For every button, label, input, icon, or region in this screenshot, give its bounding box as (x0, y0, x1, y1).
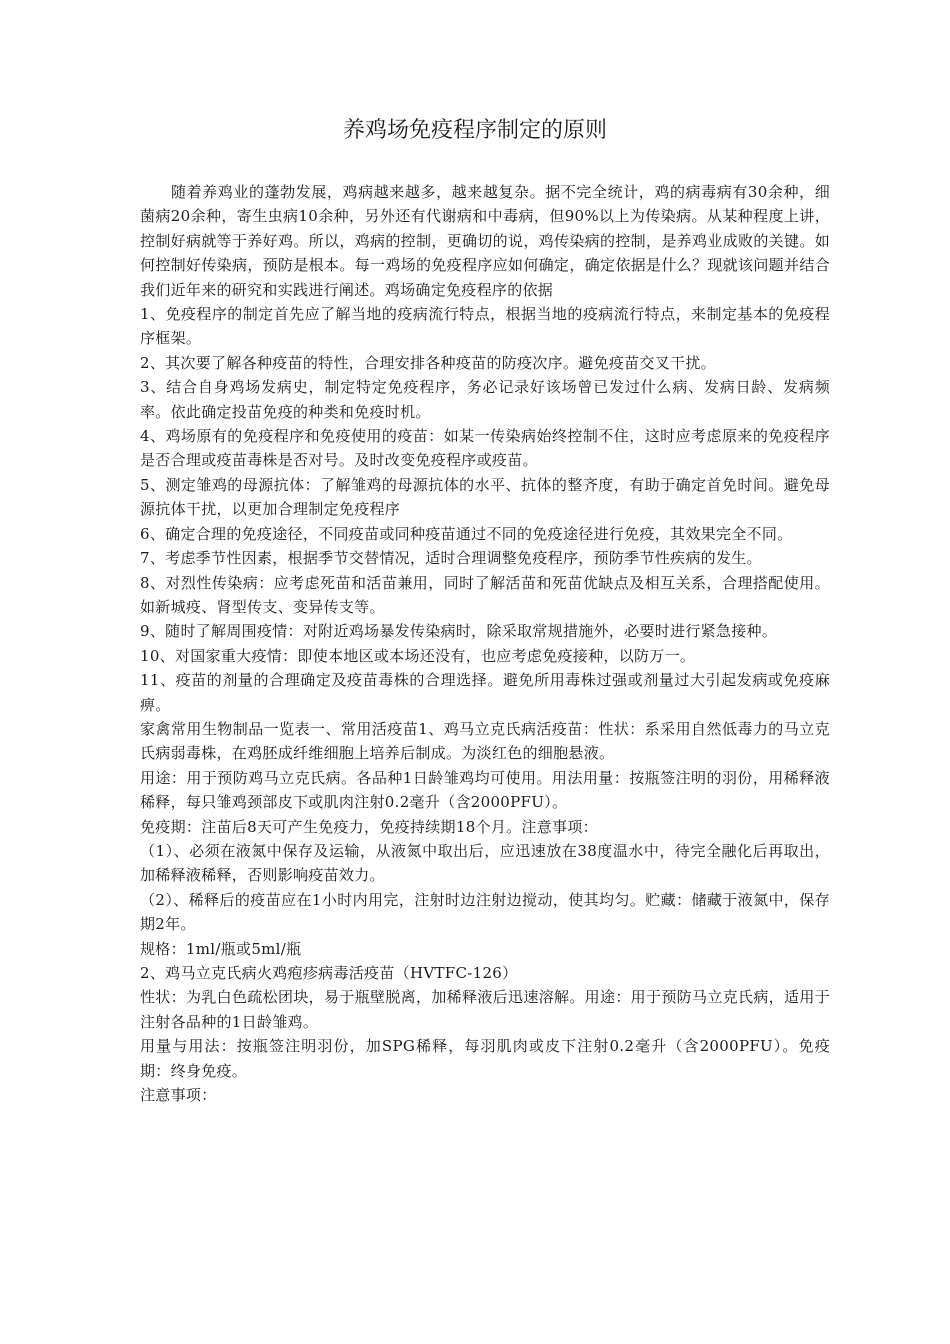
vaccine-spec: 规格：1ml/瓶或5ml/瓶 (140, 939, 302, 958)
principle-11: 11、疫苗的剂量的合理确定及疫苗毒株的合理选择。避免所用毒株过强或剂量过大引起发病或免疫麻痹。 (140, 671, 830, 714)
principle-8: 8、对烈性传染病：应考虑死苗和活苗兼用，同时了解活苗和死苗优缺点及相互关系，合理搭配使用。如新城疫、肾型传支、变异传支等。 (140, 573, 830, 616)
vaccine-immunity-period: 免疫期：注苗后8天可产生免疫力，免疫持续期18个月。注意事项： (140, 817, 598, 836)
principle-5: 5、测定雏鸡的母源抗体：了解雏鸡的母源抗体的水平、抗体的整齐度，有助于确定首免时间。避免母源抗体干扰，以更加合理制定免疫程序 (140, 475, 830, 519)
principle-3: 3、结合自身鸡场发病史，制定特定免疫程序，务必记录好该场曾已发过什么病、发病日龄、发病频率。依此确定投苗免疫的种类和免疫时机。 (140, 378, 830, 421)
vaccine-2-properties: 性状：为乳白色疏松团块，易于瓶壁脱离，加稀释液后迅速溶解。用途：用于预防马立克氏病，适用于注射各品种的1日龄雏鸡。 (140, 988, 830, 1031)
vaccine-note-1: （1）、必须在液氮中保存及运输，从液氮中取出后，应迅速放在38度温水中，待完全融化后再取出，加稀释液稀释，否则影响疫苗效力。 (140, 841, 830, 885)
vaccine-usage: 用途：用于预防鸡马立克氏病。各品种1日龄雏鸡均可使用。用法用量：按瓶签注明的羽份，用稀释液稀释，每只雏鸡颈部皮下或肌肉注射0.2毫升（含2000PFU）。 (140, 768, 830, 812)
principle-2: 2、其次要了解各种疫苗的特性，合理安排各种疫苗的防疫次序。避免疫苗交叉干扰。 (140, 353, 716, 372)
vaccine-2-dosage: 用量与用法：按瓶签注明羽份，加SPG稀释，每羽肌肉或皮下注射0.2毫升（含2000PFU）。免疫期：终身免疫。 (140, 1037, 830, 1080)
vaccine-2-notes-heading: 注意事项： (140, 1086, 217, 1105)
vaccine-note-2: （2）、稀释后的疫苗应在1小时内用完，注射时边注射边搅动，使其均匀。贮藏：储藏于液氮中，保存期2年。 (140, 890, 830, 934)
principle-7: 7、考虑季节性因素，根据季节交替情况，适时合理调整免疫程序，预防季节性疾病的发生。 (140, 549, 762, 568)
principle-6: 6、确定合理的免疫途径，不同疫苗或同种疫苗通过不同的免疫途径进行免疫，其效果完全不同。 (140, 524, 793, 543)
vaccine-table-intro: 家禽常用生物制品一览表一、常用活疫苗1、鸡马立克氏病活疫苗：性状：系采用自然低毒力的马立克氏病弱毒株，在鸡胚成纤维细胞上培养后制成。为淡红色的细胞悬液。 (140, 719, 830, 763)
principle-10: 10、对国家重大疫情：即使本地区或本场还没有，也应考虑免疫接种，以防万一。 (140, 646, 696, 665)
vaccine-2-heading: 2、鸡马立克氏病火鸡疱疹病毒活疫苗（HVTFC-126） (140, 964, 518, 982)
principle-1: 1、免疫程序的制定首先应了解当地的疫病流行特点，根据当地的疫病流行特点，来制定基本的免疫程序框架。 (140, 305, 830, 348)
intro-paragraph: 随着养鸡业的蓬勃发展，鸡病越来越多，越来越复杂。据不完全统计，鸡的病毒病有30余种，细菌病20余种，寄生虫病10余种，另外还有代谢病和中毒病，但90%以上为传染病。从某种程度上讲，控制好病就等于养好鸡。所以，鸡病的控制，更确切的说，鸡传染病的控制，是养鸡业成败的关键。如何控制好传染病，预防是根本。每一鸡场的免疫程序应如何确定，确定依据是什么？现就该问题并结合我们近年来的研究和实践进行阐述。鸡场确定免疫程序的依据 (140, 183, 830, 299)
document-body (140, 180, 830, 1107)
principle-9: 9、随时了解周围疫情：对附近鸡场暴发传染病时，除采取常规措施外，必要时进行紧急接种。 (140, 622, 778, 641)
principle-4: 4、鸡场原有的免疫程序和免疫使用的疫苗：如某一传染病始终控制不住，这时应考虑原来的免疫程序是否合理或疫苗毒株是否对号。及时改变免疫程序或疫苗。 (140, 427, 830, 470)
document-title: 养鸡场免疫程序制定的原则 (342, 118, 607, 143)
